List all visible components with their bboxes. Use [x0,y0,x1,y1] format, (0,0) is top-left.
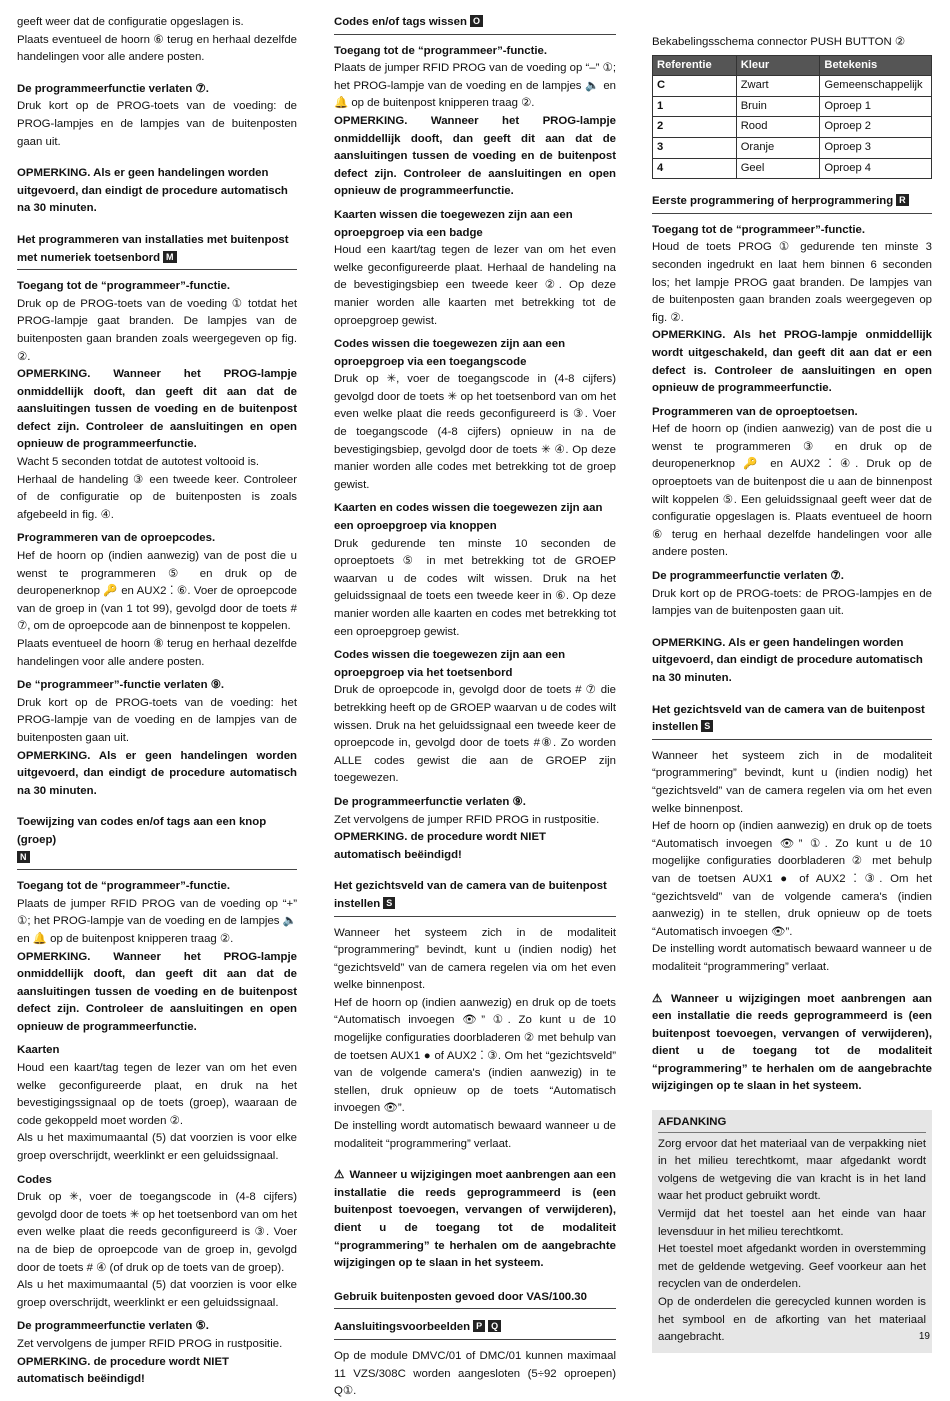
n-cards-heading: Kaarten [17,1044,60,1057]
intro-text-2: Plaats eventueel de hoorn ⑥ terug en herhaal dezelfde handelingen voor alle andere posten. [17,33,297,64]
table-row [653,137,932,158]
examples-text: Op de module DMVC/01 of DMC/01 kunnen maximaal 11 VZS/308C worden aangesloten (5÷92 oproepen) Q①. [334,1349,616,1398]
vas-heading [334,1289,616,1310]
table-cell: Bruin [736,96,820,117]
vas-title: Gebruik buitenposten gevoed door VAS/100.30 [334,1290,587,1303]
m-wait-text: Wacht 5 seconden totdat de autotest voltooid is. [17,456,260,469]
warning-text: Wanneer u wijzigingen moet aanbrengen aan een installatie die reeds geprogrammeerd is (een buitenpost toevoegen, vervangen of verwijderen), dient u de toegang tot de modaliteit “programmering” te herhalen om de aangebrachte wijzigingen op te slaan in het systeem. [334,1169,616,1270]
examples-heading [334,1319,616,1340]
section-n-badge: N [17,851,30,863]
o-badge-text: Houd een kaart/tag tegen de lezer van om het even welke geconfigureerde plaat. Herhaal de handeling na de bevestigingsbiep een tweede keer ②. Op deze manier worden alle kaarten met betrekking tot de oproepgroep gewist. [334,244,616,327]
m-call-text-2: Plaats eventueel de hoorn ⑧ terug en herhaal dezelfde handelingen voor alle andere posten. [17,638,297,668]
r-call-heading: Programmeren van de oproeptoetsen. [652,405,858,418]
n-access-heading: Toegang tot de “programmeer”-functie. [17,880,231,893]
section-o-badge: O [470,15,483,27]
intro-text-1: geeft weer dat de configuratie opgeslagen is. [17,16,244,28]
section-o-title: Codes en/of tags wissen [334,16,467,28]
disposal-title: AFDANKING [658,1114,926,1133]
section-n-title: Toewijzing van codes en/of tags aan een knop (groep) [17,816,267,846]
table-cell: Zwart [736,76,820,97]
table-cell: Oproep 3 [820,137,932,158]
o-code-heading: Codes wissen die toegewezen zijn aan een oproepgroep via een toegangscode [334,338,566,368]
m-repeat-text: Herhaal de handeling ③ een tweede keer. Controleer of de configuratie op de buitenposten is zoals afgebeeld in fig. ④. [17,473,297,521]
o-note: OPMERKING. Wanneer het PROG-lampje onmiddellijk dooft, dan geeft dit aan dat de aansluitingen tussen de voeding en de buitenpost defect zijn. Controleer de aansluitingen en open opnieuw de programmeerfunctie. [334,114,616,198]
r-note: OPMERKING. Als het PROG-lampje onmiddellijk wordt uitgeschakeld, dan geeft dit aan dat er een defect is. Controleer de aansluitingen en open opnieuw de programmeerfunctie. [652,329,932,395]
table-cell: Geel [736,158,820,179]
disposal-box [652,1110,932,1353]
n-cards-text: Houd een kaart/tag tegen de lezer van om het even welke geconfigureerde plaat, en druk na het bevestigingssignaal op de toets (groep), waaraan de code gekoppeld moet worden ②. [17,1062,297,1127]
table-caption: Bekabelingsschema connector PUSH BUTTON ② [652,36,906,48]
warning-icon: ⚠ [334,1169,345,1182]
n-cards-text-2: Als u het maximumaantal (5) dat voorzien is voor elke groep overschrijdt, weerklinkt er een geluidssignaal. [17,1132,297,1163]
table-row [653,158,932,179]
s3-text-3: De instelling wordt automatisch bewaard wanneer u de modaliteit “programmering” verlaat. [652,943,932,973]
table-cell: Gemeenschappelijk [820,76,932,97]
section-s-heading [334,878,616,916]
section-m-title: Het programmeren van installaties met buitenpost met numeriek toetsenbord [17,233,289,264]
exit-text: Druk kort op de PROG-toets van de voeding: de PROG-lampjes en de lampjes van de buitenposten gaan uit. [17,100,297,148]
section-o-heading [334,14,616,35]
examples-badge-q: Q [488,1320,501,1332]
table-cell: 1 [653,96,737,117]
section-s-badge: S [383,897,395,909]
column-1 [17,14,297,1389]
table-cell: 4 [653,158,737,179]
r-access-heading: Toegang tot de “programmeer”-functie. [652,223,866,236]
n-codes-text: Druk op ✳, voer de toegangscode in (4-8 cijfers) gevolgd door de toets ✳ op het toetsenbord van om het even welke plaat die reeds geconfigureerd is ③. Voer na de biep de oproepcode van de groep in, gevolgd door de toets # ④ (of druk op de toets van de groep). [17,1191,297,1274]
m-access-text: Druk op de PROG-toets van de voeding ① totdat het PROG-lampje gaat branden. De lampjes van de buitenposten gaan branden zoals weergegeven op fig. ②. [17,297,297,363]
table-cell: C [653,76,737,97]
n-exit-text: Zet vervolgens de jumper RFID PROG in rustpositie. [17,1337,283,1350]
wiring-table [652,55,932,180]
o-exit-note: OPMERKING. de procedure wordt NIET automatisch beëindigd! [334,831,547,861]
r-exit-heading: De programmeerfunctie verlaten ⑦. [652,570,844,583]
warning-text-3: Wanneer u wijzigingen moet aanbrengen aan een installatie die reeds geprogrammeerd is (een buitenpost toevoegen, vervangen of verwijderen), dient u de toegang tot de modaliteit “programmering” te herhalen om de aangebrachte wijzigingen op te slaan in het systeem. [652,992,932,1093]
n-codes-text-2: Als u het maximumaantal (5) dat voorzien is voor elke groep overschrijdt, weerklinkt er een geluidssignaal. [17,1279,297,1309]
s-text-2: Hef de hoorn op (indien aanwezig) en druk op de toets “Automatisch invoegen 👁” ①. Zo kunt u de 10 mogelijke configuraties doorbladeren ② met behulp van de toetsen AUX1 ● of AUX2 ⁚ ③. Om het “gezichtsveld” van de volgende camera's (indien aanwezig) in te stellen, druk opnieuw op de toets “Automatisch invoegen 👁”. [334,996,616,1115]
table-row [653,96,932,117]
section-r-title: Eerste programmering of herprogrammering [652,195,894,208]
m-exit-note: OPMERKING. Als er geen handelingen worden uitgevoerd, dan eindigt de procedure automatisch na 30 minuten. [17,749,297,797]
s3-text-1: Wanneer het systeem zich in de modaliteit “programmering” bevindt, kunt u (indien nodig) het “gezichtsveld” van de camera regelen via om het even welke binnenpost. [652,749,932,815]
o-badge-heading: Kaarten wissen die toegewezen zijn aan een oproepgroep via een badge [334,208,573,239]
warning-block [334,1167,616,1273]
n-codes-heading: Codes [17,1173,52,1186]
n-exit-note: OPMERKING. de procedure wordt NIET automatisch beëindigd! [17,1355,230,1386]
disposal-text-4: Op de onderdelen die gerecycled kunnen worden is het symbool en de afkorting van het materiaal aangebracht. [658,1296,926,1344]
disposal-text-2: Vermijd dat het toestel aan het einde van haar levensduur in het milieu terechtkomt. [658,1208,926,1238]
m-access-heading: Toegang tot de “programmeer”-functie. [17,280,231,293]
o-keyboard-text: Druk de oproepcode in, gevolgd door de toets # ⑦ die betrekking heeft op de GROEP waarvan u de codes wilt wissen. Druk na het geluidssignaal een tweede keer de oproepcode in, gevolgd door de toets #⑧. Zo worden ALLE codes gewist die aan de GROEP zijn toegewezen. [334,684,616,785]
table-row [653,76,932,97]
page-number: 19 [918,1331,930,1343]
o-buttons-text: Druk gedurende ten minste 10 seconden de oproeptoets ⑤ in met betrekking tot de GROEP waarvan u de codes wilt wissen. Druk na het geluidssignaal de toets een tweede keer in ⑥. Op deze manier worden alle kaarten en codes met betrekking tot een oproepgroep gewist. [334,537,616,638]
warning-block-3 [652,991,932,1097]
section-s3-heading [652,702,932,740]
n-exit-heading: De programmeerfunctie verlaten ⑤. [17,1320,209,1333]
n-note: OPMERKING. Wanneer het PROG-lampje onmiddellijk dooft, dan geeft dit aan dat de aansluitingen tussen de voeding en de buitenpost defect zijn. Controleer de aansluitingen en open opnieuw de programmeerfunctie. [17,950,297,1033]
s3-text-2: Hef de hoorn op (indien aanwezig) en druk op de toets “Automatisch invoegen 👁” ①. Zo kunt u de 10 mogelijke configuraties doorbladeren ② met behulp van de toetsen AUX1 ● of AUX2 ⁚ ③. Om het “gezichtsveld” van de volgende camera's (indien aanwezig) in te stellen, druk opnieuw op de toets “Automatisch invoegen 👁”. [652,820,932,938]
section-s3-badge: S [701,720,713,732]
o-buttons-heading: Kaarten en codes wissen die toegewezen zijn aan een oproepgroep via knoppen [334,502,603,533]
section-n-heading [17,814,297,870]
column-3 [652,34,932,1353]
warning-icon: ⚠ [652,992,663,1005]
examples-badge-p: P [473,1320,485,1332]
o-access-text: Plaats de jumper RFID PROG van de voeding op “–” ①; het PROG-lampje van de voeding en de lampjes 🔈 en 🔔 op de buitenpost knipperen traag ②. [334,62,616,110]
examples-title: Aansluitingsvoorbeelden [334,1321,471,1334]
m-call-text: Hef de hoorn op (indien aanwezig) van de post die u wenst te programmeren ⑤ en druk op de deuropenerknop 🔑 en AUX2 ⁚ ⑥. Voer de oproepcode van de groep in (van 1 tot 99), gevolgd door de toets # ⑦, om de oproepcode aan de binnenpost te koppelen. [17,550,297,633]
table-cell: Oproep 2 [820,117,932,138]
m-exit-heading: De “programmeer”-functie verlaten ⑨. [17,679,225,692]
m-note: OPMERKING. Wanneer het PROG-lampje onmiddellijk dooft, dan geeft dit aan dat de aansluitingen tussen de voeding en de buitenpost defect zijn. Controleer de aansluitingen en open opnieuw de programmeerfunctie. [17,368,297,451]
section-s3-title: Het gezichtsveld van de camera van de buitenpost instellen [652,703,925,734]
section-m-heading [17,232,297,270]
s-text-1: Wanneer het systeem zich in de modaliteit “programmering” bevindt, kunt u (indien nodig) het “gezichtsveld” van de camera regelen via om het even welke binnenpost. [334,926,616,992]
disposal-text-3: Het toestel moet afgedankt worden in overstemming met de geldende wetgeving. Geef voorkeur aan het recyclen van de onderdelen. [658,1243,926,1291]
s-text-3: De instelling wordt automatisch bewaard wanneer u de modaliteit “programmering” verlaat. [334,1120,616,1150]
table-cell: 2 [653,117,737,138]
column-2 [334,14,616,1401]
table-cell: Oranje [736,137,820,158]
table-cell: 3 [653,137,737,158]
o-exit-text: Zet vervolgens de jumper RFID PROG in rustpositie. [334,813,600,826]
table-cell: Rood [736,117,820,138]
n-access-text: Plaats de jumper RFID PROG van de voeding op “+” ①; het PROG-lampje van de voeding en de lampjes 🔈 en 🔔 op de buitenpost knipperen traag ②. [17,897,297,945]
o-access-heading: Toegang tot de “programmeer”-functie. [334,44,548,57]
table-cell: Oproep 1 [820,96,932,117]
exit-heading: De programmeerfunctie verlaten ⑦. [17,82,209,95]
table-header-row [653,55,932,76]
section-m-badge: M [163,251,177,263]
r-call-text: Hef de hoorn op (indien aanwezig) van de post die u wenst te programmeren ③ en druk op de deuropenerknop 🔑 en AUX2 ⁚ ④. Druk op de oproeptoets van de buitenpost die u aan de binnenpost wilt koppelen ⑤. Een geluidssignaal geeft weer dat de configuratie opgeslagen is. Plaats eventueel de hoorn ⑥ terug en herhaal dezelfde handelingen voor alle andere posten. [652,423,932,559]
m-call-heading: Programmeren van de oproepcodes. [17,532,216,545]
o-keyboard-heading: Codes wissen die toegewezen zijn aan een oproepgroep via het toetsenbord [334,649,566,679]
table-header-cell: Kleur [736,55,820,76]
exit-note: OPMERKING. Als er geen handelingen worden uitgevoerd, dan eindigt de procedure automatisch na 30 minuten. [17,167,288,215]
o-code-text: Druk op ✳, voer de toegangscode in (4-8 cijfers) gevolgd door de toets ✳ op het toetsenbord van om het even welke plaat die reeds geconfigureerd is ③. Voer de toegangscode (4-8 cijfers) opnieuw in na de bevestigingsbiep, gevolgd door de toets ✳ ④. Op deze manier worden alle codes met betrekking tot de groep gewist. [334,373,616,491]
table-cell: Oproep 4 [820,158,932,179]
table-header-cell: Betekenis [820,55,932,76]
table-header-cell: Referentie [653,55,737,76]
section-r-badge: R [896,194,909,206]
table-row [653,117,932,138]
r-access-text: Houd de toets PROG ① gedurende ten minste 3 seconden ingedrukt en laat hem binnen 6 seconden los; het lampje PROG gaat branden. De lampjes van de buitenposten gaan branden zoals weergegeven op fig. ②. [652,241,932,324]
section-s-title: Het gezichtsveld van de camera van de buitenpost instellen [334,880,607,910]
section-r-heading [652,193,932,214]
r-exit-note: OPMERKING. Als er geen handelingen worden uitgevoerd, dan eindigt de procedure automatisch na 30 minuten. [652,636,923,684]
r-exit-text: Druk kort op de PROG-toets: de PROG-lampjes en de lampjes van de buitenposten gaan uit. [652,587,932,618]
m-exit-text: Druk kort op de PROG-toets van de voeding: het PROG-lampje van de voeding en de lampjes van de buitenposten gaan uit. [17,696,297,744]
o-exit-heading: De programmeerfunctie verlaten ⑨. [334,795,526,808]
disposal-text-1: Zorg ervoor dat het materiaal van de verpakking niet in het milieu terechtkomt, maar afgedankt wordt volgens de wetgeving die van kracht is in het land waar het product gebruikt wordt. [658,1137,926,1203]
